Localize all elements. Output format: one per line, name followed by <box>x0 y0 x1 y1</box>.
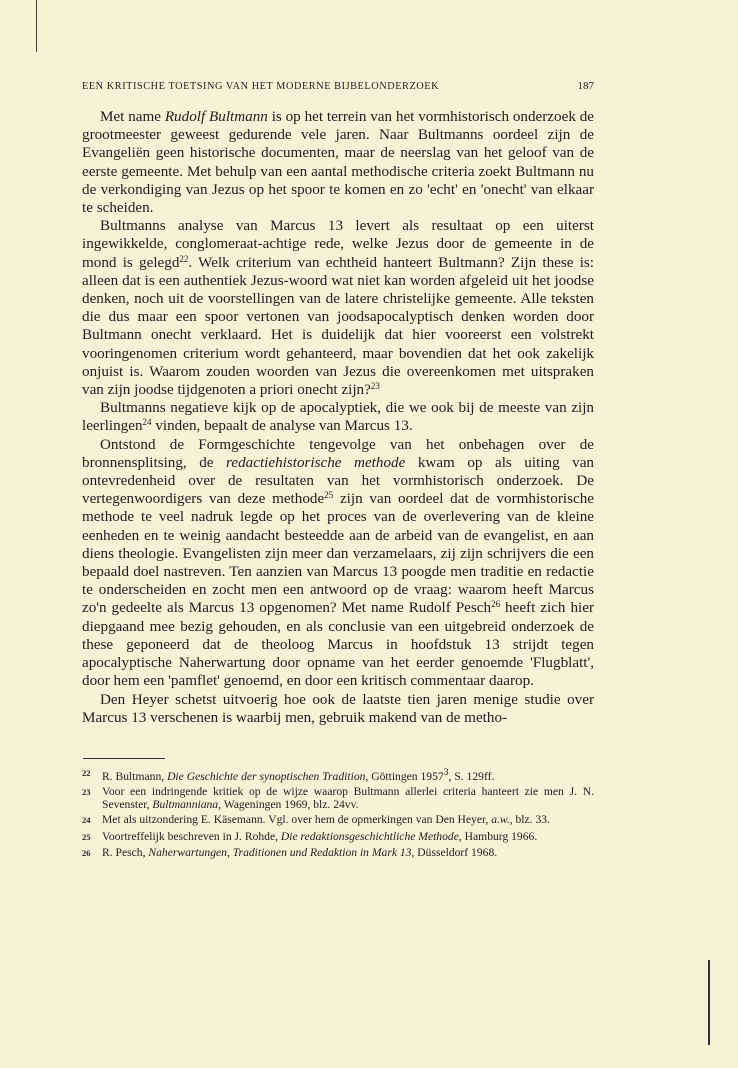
text-run: Bultmanns negatieve kijk op de apocalyptiek, die we ook bij de meeste van zijn leerlingen <box>82 399 594 435</box>
footnote-text <box>102 813 594 827</box>
footnote <box>82 846 594 860</box>
footnote-ref: 24 <box>142 417 152 428</box>
text-run: R. Pesch, <box>102 845 149 859</box>
italic-text: redactiehistorische methode <box>226 453 406 471</box>
text-run: , Göttingen 1957 <box>365 769 444 783</box>
footnote-separator <box>83 758 165 759</box>
footnote-number: 24 <box>82 815 91 826</box>
text-run: , blz. 33. <box>509 813 550 827</box>
text-run: , Hamburg 1966. <box>458 829 538 843</box>
italic-text: Bultmanniana <box>152 798 219 812</box>
text-run: vinden, bepaalt de analyse van Marcus 13. <box>151 417 413 435</box>
footnote-number: 23 <box>82 786 91 797</box>
footnote <box>82 813 594 827</box>
text-run: , Düsseldorf 1968. <box>411 845 498 859</box>
footnote-ref: 22 <box>179 253 189 264</box>
text-run: kwam op als uiting van ontevredenheid over de resultaten van het vormhistorisch onderzoek. De vertegenwoordigers van deze methode <box>82 453 594 508</box>
footnotes <box>82 766 594 860</box>
italic-text: Naherwartungen, Traditionen und Redaktion in Mark 13 <box>148 845 412 859</box>
footnote-ref: 3 <box>443 766 449 778</box>
paragraph <box>82 399 594 435</box>
paragraph <box>82 108 594 217</box>
text-run: Met als uitzondering E. Käsemann. Vgl. over hem de opmerkingen van Den Heyer, <box>102 813 492 827</box>
footnote <box>82 766 594 783</box>
footnote-text <box>102 785 594 811</box>
running-head-title: EEN KRITISCHE TOETSING VAN HET MODERNE BIJBELONDERZOEK <box>82 81 440 92</box>
italic-text: Die redaktionsgeschichtliche Methode <box>280 829 459 843</box>
italic-text: Die Geschichte der synoptischen Tradition <box>167 769 366 783</box>
text-run: , Wageningen 1969, blz. 24vv. <box>218 798 359 812</box>
text-run: Voor een indringende kritiek op de wijze waarop Bultmann allerlei criteria hanteert zie men J. N. Sevenster, <box>102 784 594 812</box>
page-edge-line <box>36 0 37 52</box>
footnote <box>82 830 594 844</box>
text-run: is op het terrein van het vormhistorisch onderzoek de grootmeester geweest gedurende vele jaren. Naar Bultmanns oordeel zijn de Evangeliën geen historische documenten, maar de neerslag van het geloof van de eerste gemeente. Met behulp van een aantal methodische criteria zoekt Bultmann nu de verkondiging van Jezus op het spoor te komen en zo 'echt' en 'onecht' van elkaar te scheiden. <box>82 108 594 217</box>
text-run: R. Bultmann, <box>102 769 168 783</box>
footnote-number: 22 <box>82 767 91 778</box>
text-run: Voortreffelijk beschreven in J. Rohde, <box>102 829 281 843</box>
text-run: heeft zich hier diepgaand mee bezig gehouden, en als conclusie van een uitgebreid onderzoek de these geponeerd dat de theoloog Marcus in hoofdstuk 13 strijdt tegen apocalyptische Naherwartung door opname van het eerder genoemde 'Flugblatt', door hem een 'pamflet' genoemd, en door een kritisch commentaar daarop. <box>82 599 594 690</box>
paragraph <box>82 217 594 399</box>
italic-text: Rudolf Bultmann <box>164 108 268 125</box>
paragraph <box>82 691 594 727</box>
text-run: . Welk criterium van echtheid hanteert Bultmann? Zijn these is: alleen dat is een authentiek Jezus-woord wat niet kan worden afgeleid uit het joodse denken, noch uit de voorstellingen van de latere christelijke gemeente. Alle teksten die dus maar een spoor vertonen van joodsapocalyptisch denken worden door Bultmann onecht verklaard. Het is duidelijk dat hier vooreerst een volstrekt vooringenomen criterium wordt gehanteerd, maar bovendien dat het ook zakelijk onjuist is. Waarom zouden woorden van Jezus die overeenkomen met uitspraken van zijn joodse tijdgenoten a priori onecht zijn? <box>82 253 595 399</box>
italic-text: a.w. <box>491 813 510 827</box>
text-run: Ontstond de Formgeschichte tengevolge van het onbehagen over de bronnensplitsing, de <box>82 435 594 471</box>
body-text <box>82 108 594 727</box>
footnote-number: 26 <box>82 847 91 858</box>
footnote-ref: 26 <box>491 599 501 610</box>
footnote-text <box>102 830 594 844</box>
footnote-ref: 23 <box>370 381 380 392</box>
footnote-text <box>102 766 594 783</box>
footnote <box>82 785 594 811</box>
footnote-ref: 25 <box>324 490 334 501</box>
book-page <box>82 80 594 862</box>
text-run: zijn van oordeel dat de vormhistorische methode te veel nadruk legde op het proces van de overlevering van de kleine eenheden en te weinig aandacht besteedde aan de arbeid van de evangelist, en aan diens theologie. Evangelisten zijn meer dan verzamelaars, zij zijn schrijvers die een bepaald doel nastreven. Ten aanzien van Marcus 13 poogde men traditie en redactie te onderscheiden en zocht men een antwoord op de vraag: waarom heeft Marcus zo'n gedeelte als Marcus 13 opgenomen? Met name Rudolf Pesch <box>82 490 594 617</box>
footnote-number: 25 <box>82 831 91 842</box>
page-edge-line <box>708 960 710 1045</box>
text-run: Bultmanns analyse van Marcus 13 levert als resultaat op een uiterst ingewikkelde, conglomeraat-achtige rede, welke Jezus door de gemeente in de mond is gelegd <box>82 217 594 271</box>
paragraph <box>82 436 594 691</box>
running-head <box>82 80 594 96</box>
page-number: 187 <box>577 80 594 92</box>
text-run: Met name <box>100 108 165 125</box>
text-run: , S. 129ff. <box>448 769 495 783</box>
text-run: Den Heyer schetst uitvoerig hoe ook de laatste tien jaren menige studie over Marcus 13 verschenen is waarbij men, gebruik makend van de metho- <box>82 690 594 726</box>
footnote-text <box>102 846 594 860</box>
